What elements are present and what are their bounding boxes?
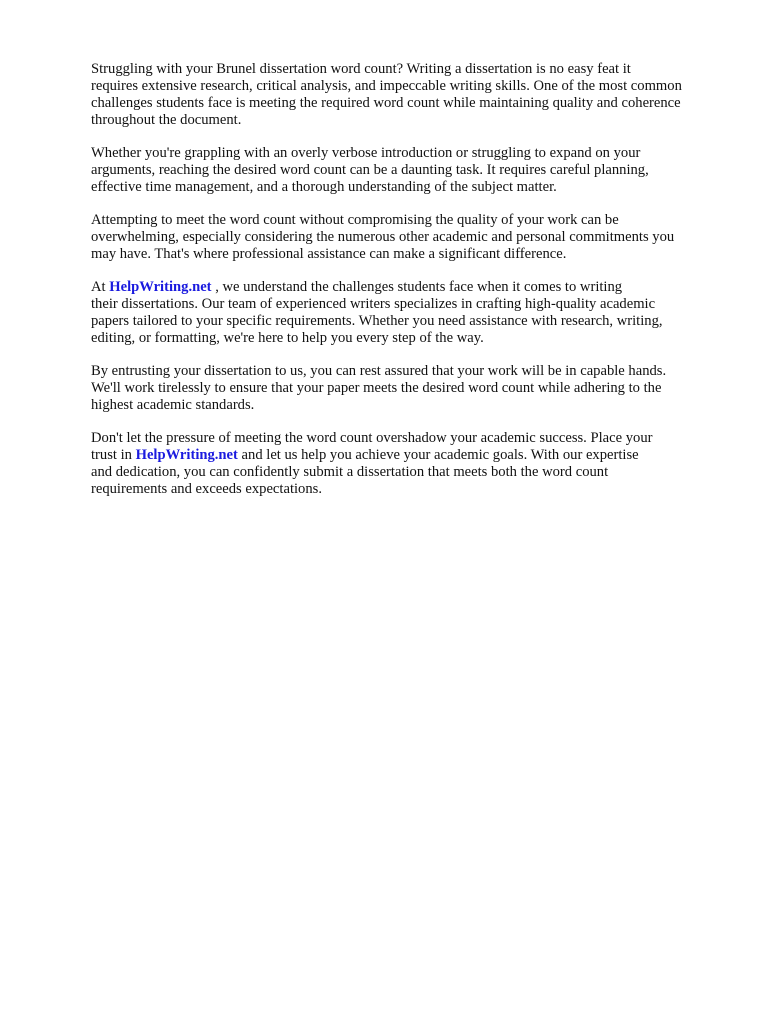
paragraph-text-before-link: At: [91, 279, 110, 295]
paragraph-closing: [91, 430, 731, 498]
helpwriting-link[interactable]: HelpWriting.net: [109, 279, 212, 295]
paragraph-text-before-link: Don't let the pressure of meeting the word count overshadow your academic success. Place your trust in: [91, 430, 653, 463]
document-body: [91, 61, 731, 514]
paragraph-text-after-link: , we understand the challenges students face when it comes to writing their dissertations. Our team of experienced writers specializes in crafting high-quality academic papers tailored to your specific requirements. Whether you need assistance with research, writing, editing, or formatting, we're here to help you every step of the way.: [91, 279, 663, 346]
paragraph-overwhelming: Attempting to meet the word count without compromising the quality of your work can be overwhelming, especially considering the numerous other academic and personal commitments you may have. That's where professional assistance can make a significant difference.: [91, 212, 675, 262]
helpwriting-link[interactable]: HelpWriting.net: [135, 447, 238, 463]
paragraph-entrusting: By entrusting your dissertation to us, you can rest assured that your work will be in capable hands. We'll work tirelessly to ensure that your paper meets the desired word count while adhering to the highest academic standards.: [91, 363, 667, 413]
paragraph-intro: Struggling with your Brunel dissertation word count? Writing a dissertation is no easy feat it requires extensive research, critical analysis, and impeccable writing skills. One of the most common challenges students face is meeting the required word count while maintaining quality and coherence throughout the document.: [91, 61, 682, 128]
paragraph-word-count-challenge: Whether you're grappling with an overly verbose introduction or struggling to expand on your arguments, reaching the desired word count can be a daunting task. It requires careful planning, effective time management, and a thorough understanding of the subject matter.: [91, 145, 649, 195]
paragraph-text-after-link: and let us help you achieve your academic goals. With our expertise and dedication, you can confidently submit a dissertation that meets both the word count requirements and exceeds expectations.: [91, 447, 639, 497]
paragraph-helpwriting-intro: [91, 279, 731, 347]
